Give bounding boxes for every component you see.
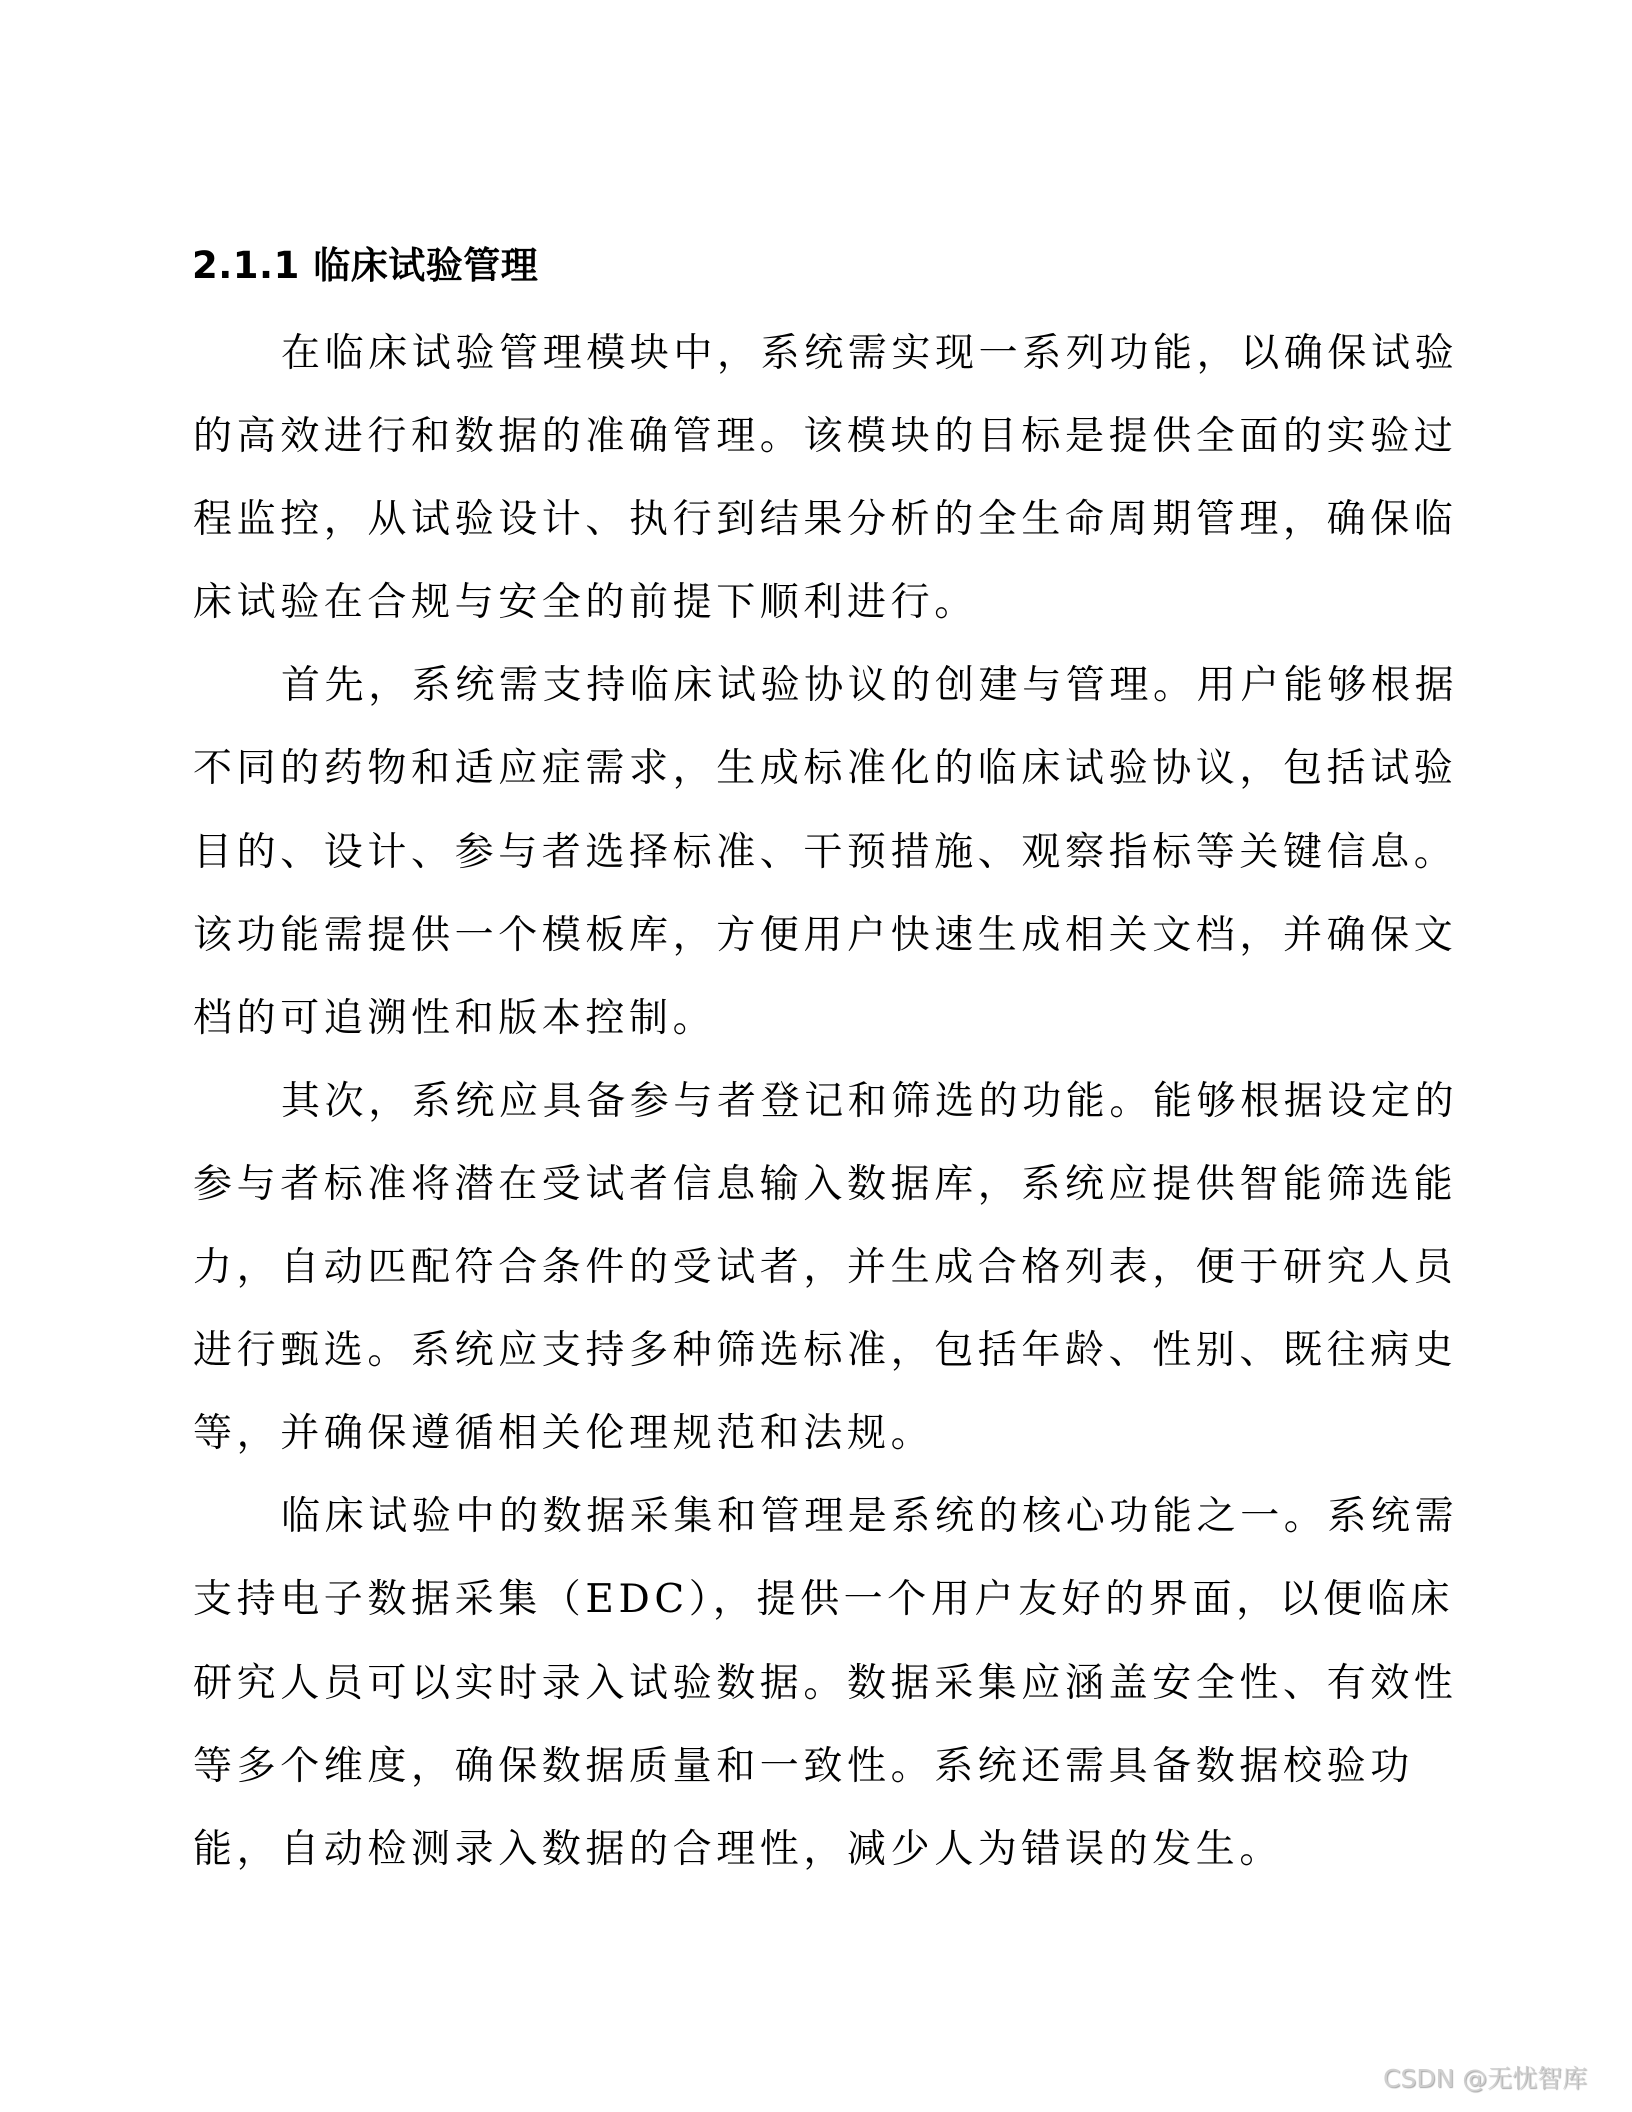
text-line: 其次，系统应具备参与者登记和筛选的功能。能够根据设定的 bbox=[281, 1078, 1459, 1124]
text-line: 力，自动匹配符合条件的受试者，并生成合格列表，便于研究人员 bbox=[193, 1245, 1458, 1291]
text-line: 在临床试验管理模块中，系统需实现一系列功能，以确保试验 bbox=[281, 331, 1459, 376]
section-heading: 2.1.1 临床试验管理 bbox=[192, 244, 539, 287]
text-line: 该功能需提供一个模板库，方便用户快速生成相关文档，并确保文 bbox=[193, 912, 1458, 958]
text-line: 程监控，从试验设计、执行到结果分析的全生命周期管理，确保临 bbox=[193, 497, 1458, 543]
text-line: 进行甄选。系统应支持多种筛选标准，包括年龄、性别、既往病史 bbox=[193, 1328, 1458, 1374]
text-line: 床试验在合规与安全的前提下顺利进行。 bbox=[193, 580, 978, 626]
text-line: 不同的药物和适应症需求，生成标准化的临床试验协议，包括试验 bbox=[193, 746, 1458, 792]
paragraph-participant-screening bbox=[193, 1060, 1459, 1475]
text-line: 等多个维度，确保数据质量和一致性。系统还需具备数据校验功 bbox=[193, 1743, 1414, 1789]
text-line: 档的可追溯性和版本控制。 bbox=[193, 995, 717, 1041]
paragraph-data-collection bbox=[193, 1475, 1459, 1890]
text-line: 临床试验中的数据采集和管理是系统的核心功能之一。系统需 bbox=[281, 1494, 1459, 1540]
text-line: 支持电子数据采集（EDC），提供一个用户友好的界面，以便临床 bbox=[193, 1577, 1455, 1623]
text-line: 首先，系统需支持临床试验协议的创建与管理。用户能够根据 bbox=[281, 663, 1459, 709]
paragraph-protocol-management bbox=[193, 644, 1459, 1059]
paragraph-trial-management-intro bbox=[193, 312, 1459, 644]
document-body bbox=[193, 312, 1459, 1891]
text-line: 的高效进行和数据的准确管理。该模块的目标是提供全面的实验过 bbox=[193, 414, 1458, 460]
text-line: 能，自动检测录入数据的合理性，减少人为错误的发生。 bbox=[193, 1826, 1284, 1872]
text-line: 研究人员可以实时录入试验数据。数据采集应涵盖安全性、有效性 bbox=[193, 1660, 1458, 1706]
csdn-watermark: CSDN @无忧智库 bbox=[1383, 2064, 1588, 2093]
text-line: 等，并确保遵循相关伦理规范和法规。 bbox=[193, 1411, 935, 1457]
text-line: 目的、设计、参与者选择标准、干预措施、观察指标等关键信息。 bbox=[193, 829, 1458, 875]
text-line: 参与者标准将潜在受试者信息输入数据库，系统应提供智能筛选能 bbox=[193, 1161, 1458, 1207]
